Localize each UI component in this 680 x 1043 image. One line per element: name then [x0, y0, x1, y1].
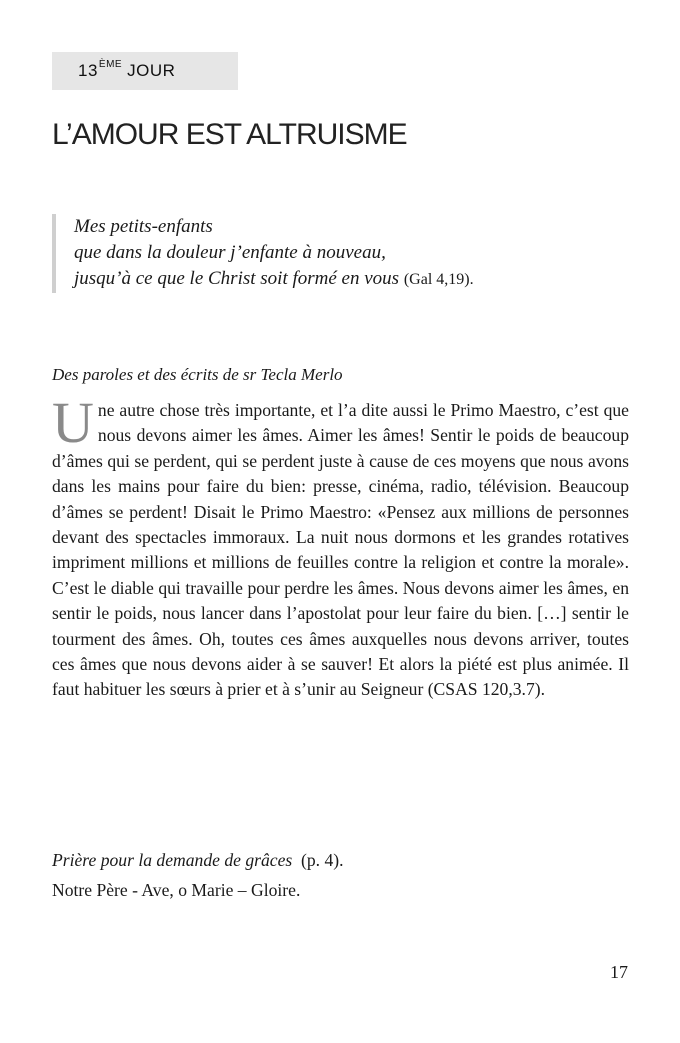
day-number: 13: [78, 61, 98, 80]
prayer-page-ref: (p. 4).: [301, 850, 344, 870]
quote-line-1: Mes petits-enfants: [74, 216, 213, 237]
drop-cap: U: [52, 390, 94, 455]
quote-line-3: [74, 266, 612, 293]
day-badge: [52, 52, 238, 90]
prayer-label: Prière pour la demande de grâces: [52, 850, 293, 870]
day-word: JOUR: [127, 61, 176, 80]
prayer-line-2: Notre Père - Ave, o Marie – Gloire.: [52, 880, 301, 900]
prayer-line-1: [52, 845, 344, 875]
prayer-section: [52, 845, 344, 905]
page-number: 17: [610, 962, 628, 982]
body-text: [52, 390, 629, 703]
day-superscript: ÈME: [98, 58, 123, 70]
quote-line-2: que dans la douleur j’enfante à nouveau,: [74, 242, 386, 263]
source-label: Des paroles et des écrits de sr Tecla Merlo: [52, 365, 343, 384]
page-title: L’AMOUR EST ALTRUISME: [52, 118, 407, 151]
quote-reference: (Gal 4,19).: [403, 271, 474, 288]
body-paragraph: ne autre chose très importante, et l’a dite aussi le Primo Maestro, c’est que nous devons aimer les âmes. Aimer les âmes! Sentir le poids de beaucoup d’âmes qui se perdent, qui se perdent juste à cause de ces moyens que nous avons dans les mains pour faire du bien: presse, cinéma, radio, télévision. Beaucoup d’âmes se perdent! Disait le Primo Maestro: «Pensez aux millions de personnes devant des spectacles immoraux. La nuit nous dormons et les grandes rotatives impriment millions et millions de feuilles contre la religion et contre la morale». C’est le diable qui travaille pour perdre les âmes. Nous devons aimer les âmes, en sentir le poids, nous lancer dans l’apostolat pour leur faire du bien. […] sentir le tourment des âmes. Oh, toutes ces âmes auxquelles nous devons arriver, toutes ces âmes que nous devons aider à se sauver! Et alors la piété est plus animée. Il faut habituer les sœurs à prier et à s’unir au Seigneur (CSAS 120,3.7).: [52, 400, 629, 700]
quote-line-3-text: jusqu’à ce que le Christ soit formé en vous: [74, 268, 400, 289]
scripture-quote: [52, 214, 612, 293]
